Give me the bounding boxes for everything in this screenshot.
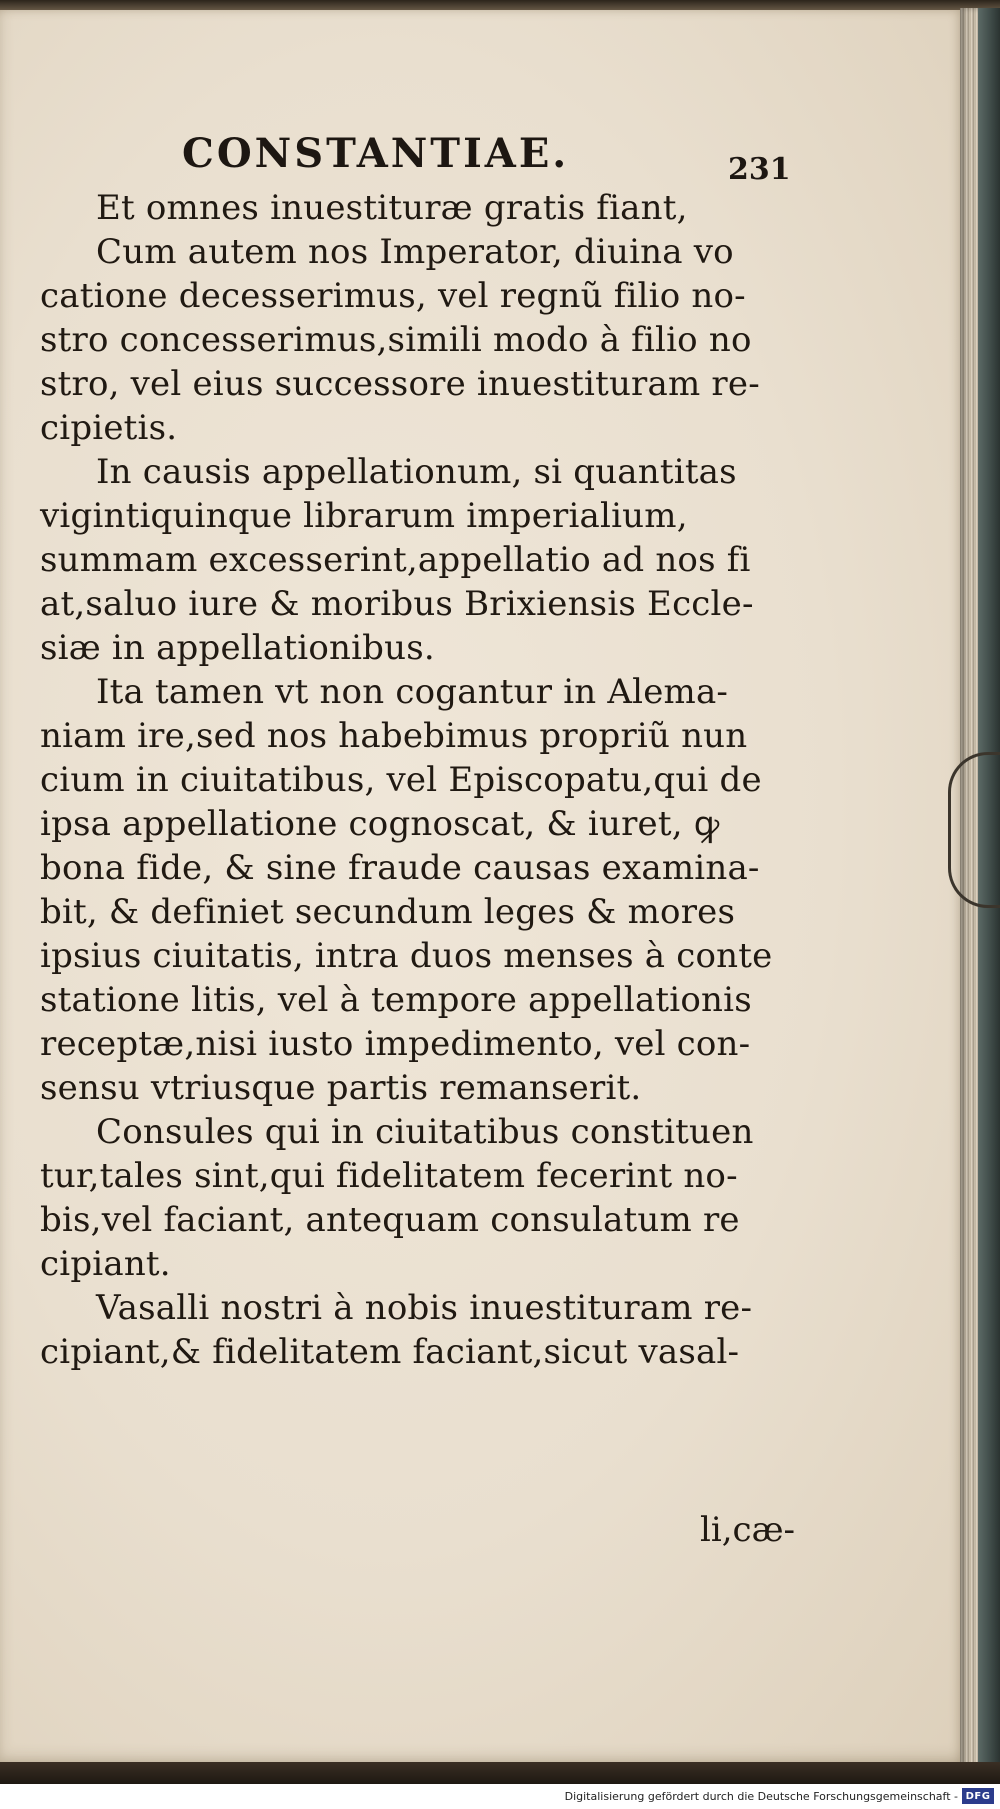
footer-credit: Digitalisierung gefördert durch die Deutsche Forschungsgemeinschaft - — [564, 1790, 958, 1803]
text-line: receptæ,nisi iusto impedimento, vel con- — [40, 1024, 751, 1064]
text-line: sensu vtriusque partis remanserit. — [40, 1068, 642, 1108]
text-line: bit, & definiet secundum leges & mores — [40, 892, 736, 932]
text-line: cium in ciuitatibus, vel Episcopatu,qui de — [40, 760, 762, 800]
text-line: tur,tales sint,qui fidelitatem fecerint no- — [40, 1156, 738, 1196]
text-line: cipiant. — [40, 1244, 171, 1284]
text-line: Et omnes inuestituræ gratis fiant, — [96, 188, 688, 228]
text-line: vigintiquinque librarum imperialium, — [40, 496, 688, 536]
text-line: In causis appellationum, si quantitas — [96, 452, 737, 492]
running-head: CONSTANTIAE. — [182, 130, 570, 177]
text-line: cipietis. — [40, 408, 178, 448]
text-line: summam excesserint,appellatio ad nos fi — [40, 540, 751, 580]
catchword: li,cæ- — [700, 1510, 796, 1550]
text-line: niam ire,sed nos habebimus propriũ nun — [40, 716, 748, 756]
bookmark-clip — [948, 752, 1000, 908]
text-line: Cum autem nos Imperator, diuina vo — [96, 232, 734, 272]
book-bottom-edge — [0, 1762, 1000, 1784]
text-line: Vasalli nostri à nobis inuestituram re- — [96, 1288, 753, 1328]
text-line: at,saluo iure & moribus Brixiensis Eccle- — [40, 584, 754, 624]
text-line: ipsius ciuitatis, intra duos menses à conte — [40, 936, 773, 976]
page-number: 231 — [728, 152, 791, 187]
text-line: siæ in appellationibus. — [40, 628, 435, 668]
text-line: Ita tamen vt non cogantur in Alema- — [96, 672, 729, 712]
dfg-logo: DFG — [962, 1788, 994, 1804]
text-block — [40, 186, 800, 1374]
text-line: stro concesserimus,simili modo à filio no — [40, 320, 752, 360]
text-line: ipsa appellatione cognoscat, & iuret, ꝙ — [40, 804, 720, 844]
text-line: bona fide, & sine fraude causas examina- — [40, 848, 760, 888]
text-line: Consules qui in ciuitatibus constituen — [96, 1112, 754, 1152]
text-line: cipiant,& fidelitatem faciant,sicut vasal- — [40, 1332, 740, 1372]
text-line: bis,vel faciant, antequam consulatum re — [40, 1200, 740, 1240]
text-line: catione decesserimus, vel regnũ filio no- — [40, 276, 746, 316]
text-line: stro, vel eius successore inuestituram re- — [40, 364, 760, 404]
text-line: statione litis, vel à tempore appellationis — [40, 980, 752, 1020]
